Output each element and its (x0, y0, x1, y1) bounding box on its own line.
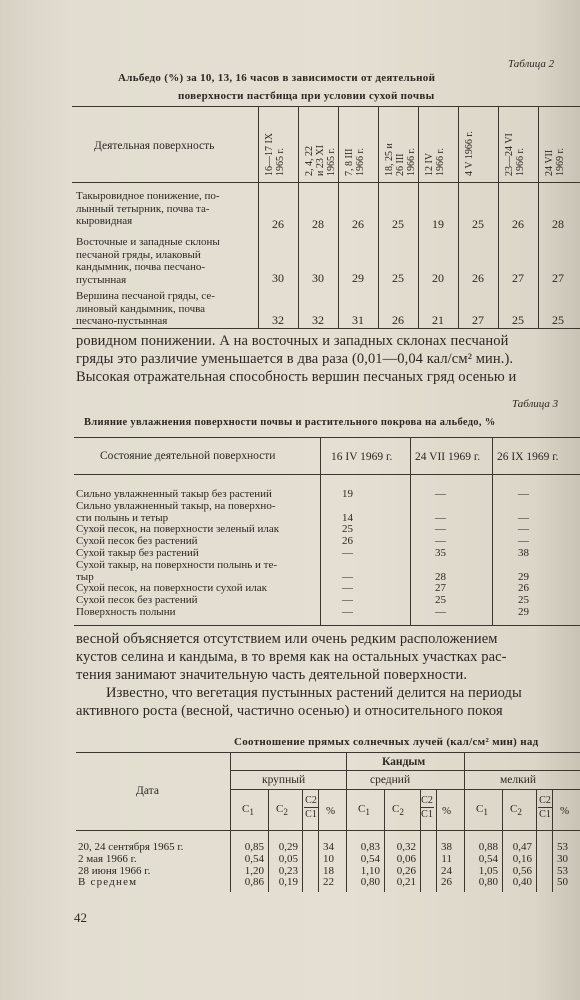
table4-cell: 53 (557, 864, 568, 877)
table2-col-rule (298, 106, 299, 328)
table4-cell: 1,05 (478, 864, 498, 877)
table4-col-rule (230, 752, 231, 892)
table4-cell: 1,10 (360, 864, 380, 877)
table4-cell: 0,29 (278, 841, 298, 853)
table2-cell: 25 (552, 313, 564, 327)
table3-header-rule (74, 474, 580, 475)
table3-cell: 14 (342, 511, 353, 524)
table3-caption: Влияние увлажнения поверхности почвы и растительного покрова на альбедо, % (84, 417, 496, 428)
table4-cell: 0,80 (478, 876, 498, 889)
table3-cell: — (342, 594, 353, 607)
table4-cell: 0,85 (244, 841, 264, 853)
table4-cell: 0,56 (512, 864, 532, 877)
table2-cell: 25 (392, 217, 404, 231)
table2-cell: 31 (352, 313, 364, 327)
table4-subcol-rule (536, 789, 537, 892)
table2-row-label: лынный тетырник, почва та- (76, 202, 210, 215)
table4-cell: 0,47 (512, 841, 532, 853)
c2-letter: C (392, 803, 400, 815)
table2-cell: 26 (272, 217, 284, 231)
ratio-bar (304, 807, 318, 808)
table2-cell: 32 (272, 313, 284, 327)
table2-date-header: 16—17 IX 1965 г. (264, 132, 286, 176)
table4-cell: 1,20 (244, 864, 264, 877)
table2-col-rule (458, 106, 459, 328)
table4-c1-header (242, 803, 254, 819)
table4-cell: 53 (557, 841, 568, 853)
table4-row-date: 28 июня 1966 г. (78, 864, 151, 877)
table2-bottom-rule (72, 328, 580, 329)
c1-letter: C (476, 803, 484, 815)
paragraph-3-line: активного роста (весной, частично осенью) и относительного покоя (76, 703, 503, 719)
table4-c2-header (510, 803, 522, 819)
table4-c1-header (358, 803, 370, 819)
table4-subcol-rule (384, 789, 385, 892)
ratio-bar (420, 807, 434, 808)
table2-col-header: Деятельная поверхность (94, 140, 215, 152)
table3-col-rule (320, 437, 321, 625)
ratio-denominator: C1 (539, 809, 551, 820)
table4-cell: 18 (323, 864, 334, 877)
c2-letter: C (510, 803, 518, 815)
table2-col-rule (538, 106, 539, 328)
table2-caption-line2: поверхности пастбища при условии сухой почвы (178, 90, 435, 102)
table4-subgroup-label: крупный (262, 774, 306, 786)
table3-cell: — (435, 606, 446, 618)
table4-cell: 26 (441, 876, 452, 889)
table4-cell: 0,80 (360, 876, 380, 889)
table2-row-label: пустынная (76, 273, 127, 286)
table2-row-label: Такыровидное понижение, по- (76, 190, 220, 202)
table2-cell: 25 (472, 217, 484, 231)
table3-cell: — (342, 606, 353, 618)
table3-date-header: 16 IV 1969 г. (331, 451, 393, 463)
table4-cell: 0,88 (478, 841, 498, 853)
table4-top-rule (76, 752, 580, 753)
table3-cell: 26 (342, 535, 353, 548)
table4-ratio-header (420, 795, 434, 820)
table2-row-label: кыровидная (76, 215, 133, 227)
table3-cell: 19 (342, 488, 353, 500)
table2-cell: 21 (432, 313, 444, 327)
table2-caption-line1: Альбедо (%) за 10, 13, 16 часов в зависимости от деятельной (118, 72, 436, 84)
table2-cell: 30 (312, 271, 324, 285)
ratio-numerator: C2 (421, 795, 433, 806)
c2-subscript: 2 (517, 807, 522, 818)
table4-ratio-header (304, 795, 318, 820)
table3-date-header: 24 VII 1969 г. (415, 451, 481, 463)
table4-cell: 34 (323, 841, 334, 853)
table2-col-rule (378, 106, 379, 328)
table4-caption: Соотношение прямых солнечных лучей (кал/см² мин) над (234, 736, 539, 748)
c2-subscript: 2 (399, 807, 404, 818)
table3-cell: 29 (518, 606, 529, 618)
table4-cell: 0,86 (244, 876, 264, 889)
table3-row-label: Сильно увлажненный такыр, на поверхно- (76, 499, 276, 512)
c1-letter: C (358, 803, 366, 815)
table3-cell: — (342, 582, 353, 595)
c1-letter: C (242, 803, 250, 815)
table4-cell: 0,19 (278, 876, 298, 889)
table2-date-header: 23—24 VI 1966 г. (504, 133, 526, 176)
table4-group-rule (230, 770, 580, 771)
table2-row-label: Восточные и западные склоны (76, 236, 220, 248)
table4-subgroup-label: мелкий (500, 774, 537, 786)
table4-cell: 0,21 (396, 876, 416, 889)
table3-cell: 25 (518, 594, 529, 607)
table2-row-label: линовый кандымник, почва (76, 302, 206, 315)
paragraph-1-line: Высокая отражательная способность вершин песчаных гряд осенью и (76, 369, 517, 385)
paragraph-3-line: Известно, что вегетация пустынных растений делится на периоды (106, 685, 522, 701)
table2-cell: 19 (432, 217, 444, 231)
table2-cell: 25 (392, 271, 404, 285)
table2-col-rule (258, 106, 259, 328)
table2-label: Таблица 2 (508, 58, 555, 70)
table4-cell: 0,54 (244, 852, 264, 865)
table3-cell: — (342, 547, 353, 559)
table4-cell: 30 (557, 852, 568, 865)
table4-cell: 22 (323, 876, 334, 889)
table2-header-rule (72, 182, 580, 183)
c1-subscript: 1 (249, 807, 254, 818)
table2-cell: 20 (432, 271, 444, 285)
table3-cell: 35 (435, 547, 446, 559)
table3-row-label: Сухой песок без растений (76, 594, 198, 607)
table3-row-label: Сухой песок, на поверхности сухой илак (76, 582, 268, 595)
table2-date-header: 18, 25 и 26 III 1966 г. (384, 143, 417, 176)
table2-cell: 32 (312, 313, 324, 327)
paragraph-2 (76, 630, 576, 720)
table2-cell: 27 (472, 313, 484, 327)
table2-col-rule (498, 106, 499, 328)
c2-letter: C (276, 803, 284, 815)
table2-date-header: 24 VII 1969 г. (544, 148, 566, 176)
table2-date-header: 12 IV 1966 г. (424, 148, 446, 176)
table3-cell: — (435, 488, 446, 500)
paragraph-2-line: весной объясняется отсутствием или очень редким расположением (76, 631, 498, 647)
paragraph-2-line: кустов селина и кандыма, в то время как на остальных участках рас- (76, 649, 507, 665)
table3-row-label: тыр (76, 570, 94, 583)
table2-cell: 27 (552, 271, 564, 285)
table4-row-date: 20, 24 сентября 1965 г. (78, 841, 184, 853)
table4-row-date: В среднем (78, 876, 138, 889)
table4-cell: 0,23 (278, 864, 298, 877)
table3-cell: — (435, 511, 446, 524)
table2-date-header: 7, 8 III 1966 г. (344, 148, 366, 176)
table2-col-rule (338, 106, 339, 328)
c1-subscript: 1 (483, 807, 488, 818)
table2-cell: 29 (352, 271, 364, 285)
table4-cell: 50 (557, 876, 568, 889)
table3-row-label: сти полынь и тетыр (76, 511, 169, 524)
table2-cell: 26 (392, 313, 404, 327)
table3-row-label: Сухой песок, на поверхности зеленый илак (76, 523, 280, 536)
table3-row-label: Поверхность полыни (76, 606, 176, 618)
table3-cell: 25 (435, 594, 446, 607)
table4-cell: 0,06 (396, 852, 416, 865)
table2-row-label: песчано-пустынная (76, 315, 168, 327)
c1-subscript: 1 (365, 807, 370, 818)
table2-cell: 26 (472, 271, 484, 285)
table4-cell: 0,05 (278, 852, 298, 865)
table2-cell: 28 (552, 217, 564, 231)
table4-pct-header: % (442, 805, 452, 817)
paragraph-1-line: гряды это различие уменьшается в два раза (0,01—0,04 кал/см² мин.). (76, 351, 514, 367)
table4-subgroup-rule (230, 789, 580, 790)
ratio-denominator: C1 (421, 809, 433, 820)
table2-top-rule (72, 106, 580, 107)
table4-c2-header (276, 803, 288, 819)
table4-header-rule (76, 830, 580, 831)
table3-cell: 28 (435, 570, 446, 583)
table3-cell: 25 (342, 523, 353, 536)
paragraph-2-line: тения занимают значительную часть деятельной поверхности. (76, 667, 468, 683)
ratio-numerator: C2 (539, 795, 551, 806)
table2-cell: 26 (352, 217, 364, 231)
table3-row-label: Сильно увлажненный такыр без растений (76, 488, 272, 500)
table2-cell: 25 (512, 313, 524, 327)
table3-col-header: Состояние деятельной поверхности (100, 450, 276, 462)
paragraph-1 (76, 332, 576, 386)
table2-date-header: 2, 4, 22 и 23 XI 1965 г. (304, 145, 337, 176)
table4-row-date: 2 мая 1966 г. (78, 852, 137, 865)
table4-cell: 0,83 (360, 841, 380, 853)
table4-cell: 0,40 (512, 876, 532, 889)
table3-top-rule (74, 437, 580, 438)
table4-cell: 0,54 (478, 852, 498, 865)
table4-cell: 38 (441, 841, 452, 853)
table3-cell: — (518, 523, 529, 536)
table4-col-rule (464, 752, 465, 892)
table4-subgroup-label: средний (370, 774, 411, 786)
table3-bottom-rule (74, 625, 580, 626)
table3-cell: — (342, 570, 353, 583)
table4-date-header: Дата (136, 785, 159, 797)
table4-pct-header: % (560, 805, 570, 817)
table4-cell: 0,26 (396, 864, 416, 877)
table3-row-label: Сухой такыр без растений (76, 547, 199, 559)
table4-subcol-rule (302, 789, 303, 892)
table3-col-rule (492, 437, 493, 625)
table4-pct-header: % (326, 805, 336, 817)
table4-ratio-header (538, 795, 552, 820)
table3-cell: — (435, 523, 446, 536)
table4-c2-header (392, 803, 404, 819)
table4-cell: 0,16 (512, 852, 532, 865)
table2-row-label: кандымник, почва песчано- (76, 261, 205, 273)
c2-subscript: 2 (283, 807, 288, 818)
table4-col-rule (346, 752, 347, 892)
table3-row-label: Сухой песок без растений (76, 535, 198, 548)
table2-row-label: Вершина песчаной гряды, се- (76, 290, 215, 302)
table3-cell: — (435, 535, 446, 548)
table3-cell: — (518, 535, 529, 548)
table3-cell: 27 (435, 582, 446, 595)
ratio-numerator: C2 (305, 795, 317, 806)
ratio-bar (538, 807, 552, 808)
table2-col-rule (418, 106, 419, 328)
table3-row-label: Сухой такыр, на поверхности полынь и те- (76, 558, 278, 571)
table3-cell: 38 (518, 547, 529, 559)
table4-cell: 10 (323, 852, 334, 865)
table2-cell: 28 (312, 217, 324, 231)
page-number: 42 (74, 910, 87, 925)
table2-cell: 30 (272, 271, 284, 285)
table3-label: Таблица 3 (512, 398, 559, 410)
table3-date-header: 26 IX 1969 г. (497, 451, 559, 463)
table3-cell: — (518, 488, 529, 500)
table2-row-label: песчаной гряды, илаковый (76, 248, 201, 261)
table2-date-header: 4 V 1966 г. (464, 131, 475, 176)
table3-cell: 29 (518, 570, 529, 583)
ratio-denominator: C1 (305, 809, 317, 820)
table3-cell: 26 (518, 582, 529, 595)
table2-cell: 27 (512, 271, 524, 285)
table4-c1-header (476, 803, 488, 819)
table4-cell: 11 (441, 852, 452, 865)
table3-cell: — (518, 511, 529, 524)
table4-group-header: Кандым (382, 756, 426, 768)
paragraph-1-line: ровидном понижении. А на восточных и западных склонах песчаной (76, 333, 509, 349)
table4-cell: 0,54 (360, 852, 380, 865)
table3-col-rule (410, 437, 411, 625)
table4-cell: 0,32 (396, 841, 416, 853)
table4-cell: 24 (441, 864, 452, 877)
table2-cell: 26 (512, 217, 524, 231)
